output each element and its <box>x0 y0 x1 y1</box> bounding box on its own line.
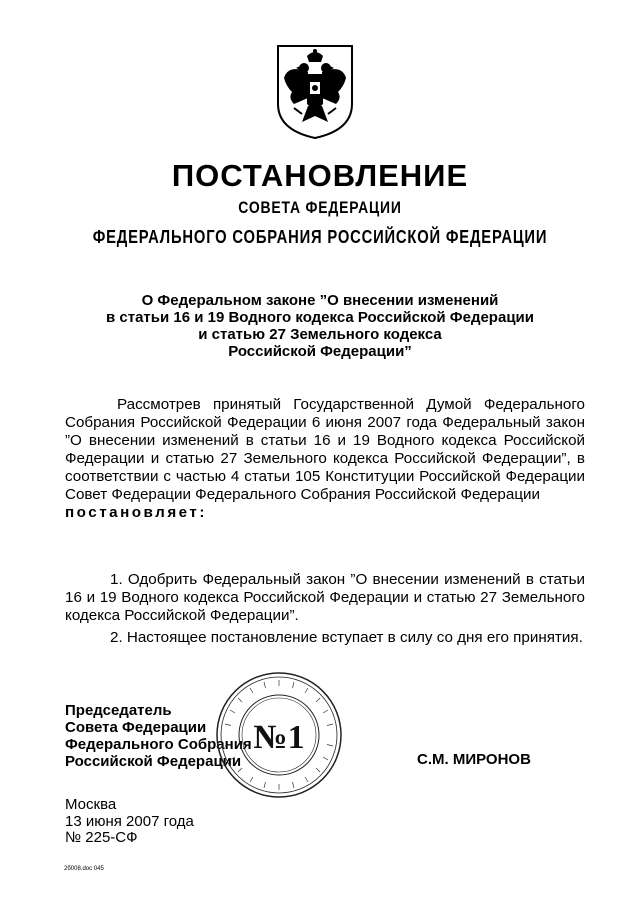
official-seal-icon <box>214 670 344 800</box>
seal-number: №1 <box>253 719 305 756</box>
signatory-line: Федерального Собрания <box>65 736 252 753</box>
document-date: 13 июня 2007 года <box>65 812 194 830</box>
coat-of-arms-russia-icon <box>274 42 356 140</box>
signatory-line: Председатель <box>65 702 172 719</box>
document-subtitle-assembly: ФЕДЕРАЛЬНОГО СОБРАНИЯ РОССИЙСКОЙ ФЕДЕРАЦИИ <box>92 227 548 247</box>
decision-item-1 <box>65 571 585 625</box>
document-number: № 225-СФ <box>65 829 138 846</box>
document-subtitle-council: СОВЕТА ФЕДЕРАЦИИ <box>238 198 402 217</box>
decision-item-2 <box>65 629 585 647</box>
subject-line: Российской Федерации” <box>228 343 412 360</box>
decision-item-text: 2. Настоящее постановление вступает в силу со дня его принятия. <box>110 629 583 646</box>
document-subject <box>60 292 580 360</box>
document-city: Москва <box>65 796 117 813</box>
signatory-name: С.М. МИРОНОВ <box>417 751 531 768</box>
subject-line: О Федеральном законе ”О внесении изменений <box>141 292 499 309</box>
subject-line: в статьи 16 и 19 Водного кодекса Российской Федерации <box>106 309 534 326</box>
document-footer <box>65 797 194 847</box>
decision-keyword: постановляет: <box>65 504 207 521</box>
decision-item-text: 1. Одобрить Федеральный закон ”О внесении изменений в статьи 16 и 19 Водного кодекса Российской Федерации и статью 27 Земельного кодекса Российской Федерации”. <box>65 571 585 624</box>
preamble-paragraph <box>65 396 585 522</box>
preamble-text: Рассмотрев принятый Государственной Думой Федерального Собрания Российской Федерации 6 июня 2007 года Федеральный закон ”О внесении изменений в статьи 16 и 19 Водного кодекса Российской Федерации и статью 27 Земельного кодекса Российской Федерации”, в соответствии с частью 4 статьи 105 Конституции Российской Федерации Совет Федерации Федерального Собрания Российской Федерации <box>65 396 585 503</box>
signatory-line: Российской Федерации <box>65 753 242 770</box>
file-reference: 2б008.doc 045 <box>64 866 104 872</box>
document-title: ПОСТАНОВЛЕНИЕ <box>171 158 469 193</box>
signatory-line: Совета Федерации <box>65 719 207 736</box>
subject-line: и статью 27 Земельного кодекса <box>198 326 442 343</box>
